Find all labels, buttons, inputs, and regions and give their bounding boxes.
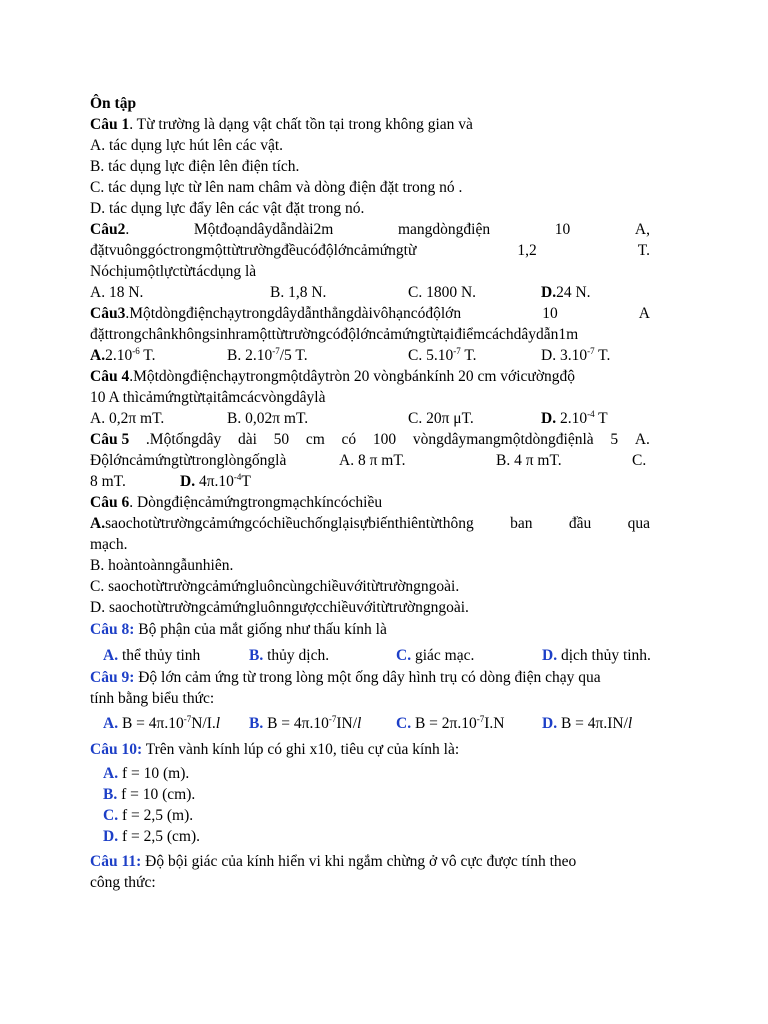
question-5-label: Câu 5	[90, 431, 130, 448]
question-2-line-1	[90, 220, 650, 241]
q3-option-c: C. $5.10^{-7}$ T.	[408, 346, 477, 364]
question-2-line-2	[90, 241, 650, 262]
q6-option-a-continued: mạch.	[90, 536, 128, 553]
q3-option-a-letter: A.	[90, 347, 106, 364]
q2-word: Mộtđoạndâydẫndài2m	[193, 221, 334, 238]
question-3-label: Câu3	[90, 305, 126, 322]
q3-number: 10	[542, 305, 558, 322]
question-6-line-1: Câu 6. Dòngđiệncảmứngtrongmạchkíncóchiều	[90, 494, 383, 511]
q4-option-d: D. $2.10^{-4}$ T	[541, 409, 608, 427]
q4-text: .Mộtdòngđiệnchạytrongmộtdâytròn 20 vòngbánkính 20 cm vớicườngđộ	[129, 368, 576, 385]
question-8-label: Câu 8:	[90, 621, 135, 638]
q2-option-b: B. 1,8 N.	[270, 284, 327, 301]
question-4-line-2: 10 A thìcảmứngtừtạitâmcácvòngdâylà	[90, 389, 326, 406]
question-1	[90, 115, 650, 136]
q8-option-d: D. dịch thủy tinh.	[542, 647, 651, 664]
q6-option-b: B. hoàntoànngẫunhiên.	[90, 557, 234, 574]
q1-option-a: A. tác dụng lực hút lên các vật.	[90, 137, 284, 154]
q2-word: 10	[554, 221, 571, 238]
q2-word: A,	[634, 221, 650, 238]
q3-text: .Mộtdòngđiệnchạytrongdâydẫnthẳngdàivôhạncóđộlớn	[125, 305, 462, 322]
question-11-label: Câu 11:	[90, 853, 142, 870]
question-4-line-1	[90, 367, 650, 388]
q5-option-b: B. 4 π mT.	[496, 452, 562, 469]
q2-option-d-letter: D.	[541, 284, 557, 301]
question-11-line-2: công thức:	[90, 874, 156, 891]
question-1-text: . Từ trường là dạng vật chất tồn tại trong không gian và	[129, 116, 473, 133]
q9-option-d: D. B = 4π.IN/l	[542, 715, 633, 732]
question-11-line-1: Câu 11: Độ bội giác của kính hiển vi khi ngắm chừng ở vô cực được tính theo	[90, 853, 577, 870]
q3-option-d: D. $3.10^{-7}$ T.	[541, 346, 611, 364]
q10-option-d: D. f = 2,5 (cm).	[103, 828, 200, 845]
q2-option-d-text: 24 N.	[556, 284, 591, 301]
question-9-line-2: tính bằng biểu thức:	[90, 690, 215, 707]
q5-option-c: C.	[632, 452, 647, 469]
q8-option-b: B. thủy dịch.	[249, 647, 330, 664]
question-4-label: Câu 4	[90, 368, 130, 385]
q4-option-d-letter: D.	[541, 410, 557, 427]
question-1-label: Câu 1	[90, 116, 130, 133]
q10-option-b: B. f = 10 (cm).	[103, 786, 196, 803]
question-10-label: Câu 10:	[90, 741, 143, 758]
q3-unit: A	[638, 305, 650, 322]
q2-word: T.	[637, 242, 650, 259]
question-10: Câu 10: Trên vành kính lúp có ghi x10, tiêu cự của kính là:	[90, 741, 460, 758]
q8-option-c: C. giác mạc.	[396, 647, 475, 664]
q2-word: mangdòngđiện	[397, 221, 491, 238]
q2-option-a: A. 18 N.	[90, 284, 144, 301]
q6-option-c: C. saochotừtrườngcảmứngluôncùngchiềuvớitừtrườngngoài.	[90, 578, 460, 595]
q5-option-d: D. $4\pi.10^{-4}T$	[180, 472, 251, 490]
q1-option-d: D. tác dụng lực đẩy lên các vật đặt trong nó.	[90, 200, 365, 217]
q4-option-a: A. 0,2π mT.	[90, 410, 165, 427]
q1-option-c: C. tác dụng lực từ lên nam châm và dòng điện đặt trong nó .	[90, 179, 463, 196]
q9-option-b: B. $B = 4\pi.10^{-7}IN/l$	[249, 714, 362, 732]
question-2-line-3: Nóchịumộtlựctừtácdụng là	[90, 263, 257, 280]
question-6-label: Câu 6	[90, 494, 130, 511]
question-3-line-1	[90, 304, 650, 325]
q2-option-d	[541, 283, 591, 304]
question-2-label: Câu2	[90, 221, 126, 238]
q6-option-a: A.saochotừtrườngcảmứngcóchiềuchốnglạisựbiếnthiêntừthông ban đầu qua	[90, 515, 650, 532]
q9-option-a: A. $B = 4\pi.10^{-7}N/I.l$	[103, 714, 221, 732]
question-5-line-1: Câu 5 .Mộtốngdây dài 50 cm có 100 vòngdâymangmộtdòngđiệnlà 5 A.	[90, 430, 650, 451]
q10-option-a: A. f = 10 (m).	[103, 765, 190, 782]
q4-option-c: C. 20π μT.	[408, 410, 474, 427]
q6-option-d: D. saochotừtrườngcảmứngluônngượcchiềuvớitừtrườngngoài.	[90, 599, 469, 616]
q6-option-a-letter: A.	[90, 515, 106, 532]
question-9-label: Câu 9:	[90, 669, 135, 686]
q2-option-c: C. 1800 N.	[408, 284, 477, 301]
q4-option-b: B. 0,02π mT.	[227, 410, 309, 427]
q5-option-c-text: 8 mT.	[90, 473, 126, 490]
question-8: Câu 8: Bộ phận của mắt giống như thấu kính là	[90, 621, 387, 638]
q10-option-c: C. f = 2,5 (m).	[103, 807, 194, 824]
q9-option-c: C. $B = 2\pi.10^{-7}I.N$	[396, 714, 505, 732]
q3-option-b: B. $2.10^{-7}/5$ T.	[227, 346, 308, 364]
q1-option-b: B. tác dụng lực điện lên điện tích.	[90, 158, 300, 175]
question-3-line-2: đặttrongchânkhôngsinhramộttừtrườngcóđộlớncảmứngtừtạiđiểmcáchdâydẫn1m	[90, 326, 579, 343]
q8-option-a: A. thể thủy tinh	[103, 647, 201, 664]
page-title: Ôn tập	[90, 95, 137, 112]
q5-option-a: A. 8 π mT.	[339, 452, 406, 469]
q2-word: đặtvuônggóctrongmộttừtrườngđềucóđộlớncảmứngtừ	[90, 242, 417, 259]
q5-option-d-letter: D.	[180, 473, 196, 490]
q2-word: .	[125, 221, 130, 238]
q3-option-a: $A.2.10^{-6}$ T.	[90, 346, 156, 364]
question-9-line-1: Câu 9: Độ lớn cảm ứng từ trong lòng một ống dây hình trụ có dòng điện chạy qua	[90, 669, 601, 686]
q5-text: Độlớncảmứngtừtronglòngốnglà	[90, 452, 287, 469]
q2-word: 1,2	[517, 242, 537, 259]
